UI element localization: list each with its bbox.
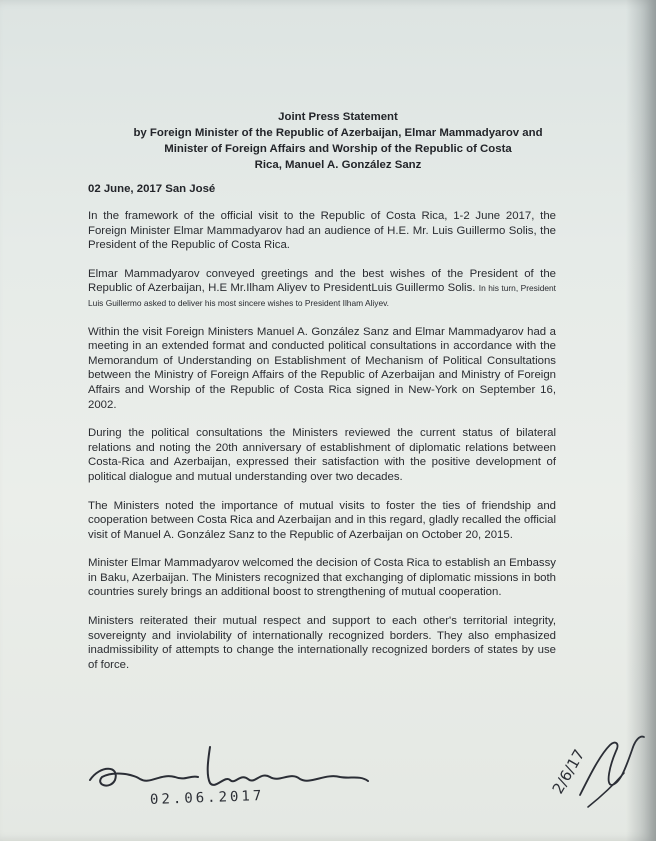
paragraph-3: Within the visit Foreign Ministers Manuel A. González Sanz and Elmar Mammadyarov had a meeting in an extended format and conducted political consultations in accordance with the Memorandum of Understanding on Establishment of Mechanism of Political Consultations between the Ministry of Foreign Affairs of the Republic of Azerbaijan and Ministry of Foreign Affairs and Worship of the Republic of Costa Rica signed in New-York on September 16, 2002.: [88, 325, 556, 411]
paragraph-1: In the framework of the official visit to the Republic of Costa Rica, 1-2 June 2017, the Foreign Minister Elmar Mammadyarov had an audience of H.E. Mr. Luis Guillermo Solis, the President of the Republic of Costa Rica.: [88, 210, 556, 252]
header-title: Joint Press Statement: [278, 111, 398, 123]
header-line-3: Minister of Foreign Affairs and Worship of the Republic of Costa: [164, 143, 512, 155]
paragraph-6: Minister Elmar Mammadyarov welcomed the decision of Costa Rica to establish an Embassy in Baku, Azerbaijan. The Ministers recognized that exchanging of diplomatic missions in both countries surely brings an additional boost to strengthening of mutual cooperation.: [88, 557, 556, 599]
paragraph-2: [88, 267, 556, 311]
paragraph-2-text: Elmar Mammadyarov conveyed greetings and the best wishes of the President of the Republic of Azerbaijan, H.E Mr.Ilham Aliyev to PresidentLuis Guillermo Solis.: [88, 267, 556, 295]
left-signature: [80, 735, 380, 825]
paragraph-4: During the political consultations the Ministers reviewed the current status of bilateral relations and noting the 20th anniversary of establishment of diplomatic relations between Costa-Rica and Azerbaijan, expressed their satisfaction with the positive development of political dialogue and mutual understanding over two decades.: [88, 427, 556, 483]
page-edge-shadow: [626, 0, 656, 841]
header-line-4: Rica, Manuel A. González Sanz: [254, 159, 422, 171]
paragraph-2-small-note: In his turn, President Luis Guillermo asked to deliver his most sincere wishes to President Ilham Aliyev.: [88, 283, 556, 308]
right-signature-date: 2/6/17: [548, 746, 589, 798]
left-signature-date: 02.06.2017: [149, 788, 265, 808]
document-header: [110, 109, 566, 173]
paragraph-7: Ministers reiterated their mutual respect and support to each other's territorial integrity, sovereignty and inviolability of internationally recognized borders. They also emphasized inadmissibility of attempts to change the internationally recognized borders of states by use of force.: [88, 615, 556, 671]
statement-body: [88, 209, 556, 686]
date-line: 02 June, 2017 San José: [88, 183, 216, 195]
header-line-2: by Foreign Minister of the Republic of Azerbaijan, Elmar Mammadyarov and: [133, 127, 543, 139]
paragraph-5: The Ministers noted the importance of mutual visits to foster the ties of friendship and cooperation between Costa Rica and Azerbaijan and in this regard, gladly recalled the official visit of Manuel A. González Sanz to the Republic of Azerbaijan on October 20, 2015.: [88, 499, 556, 541]
